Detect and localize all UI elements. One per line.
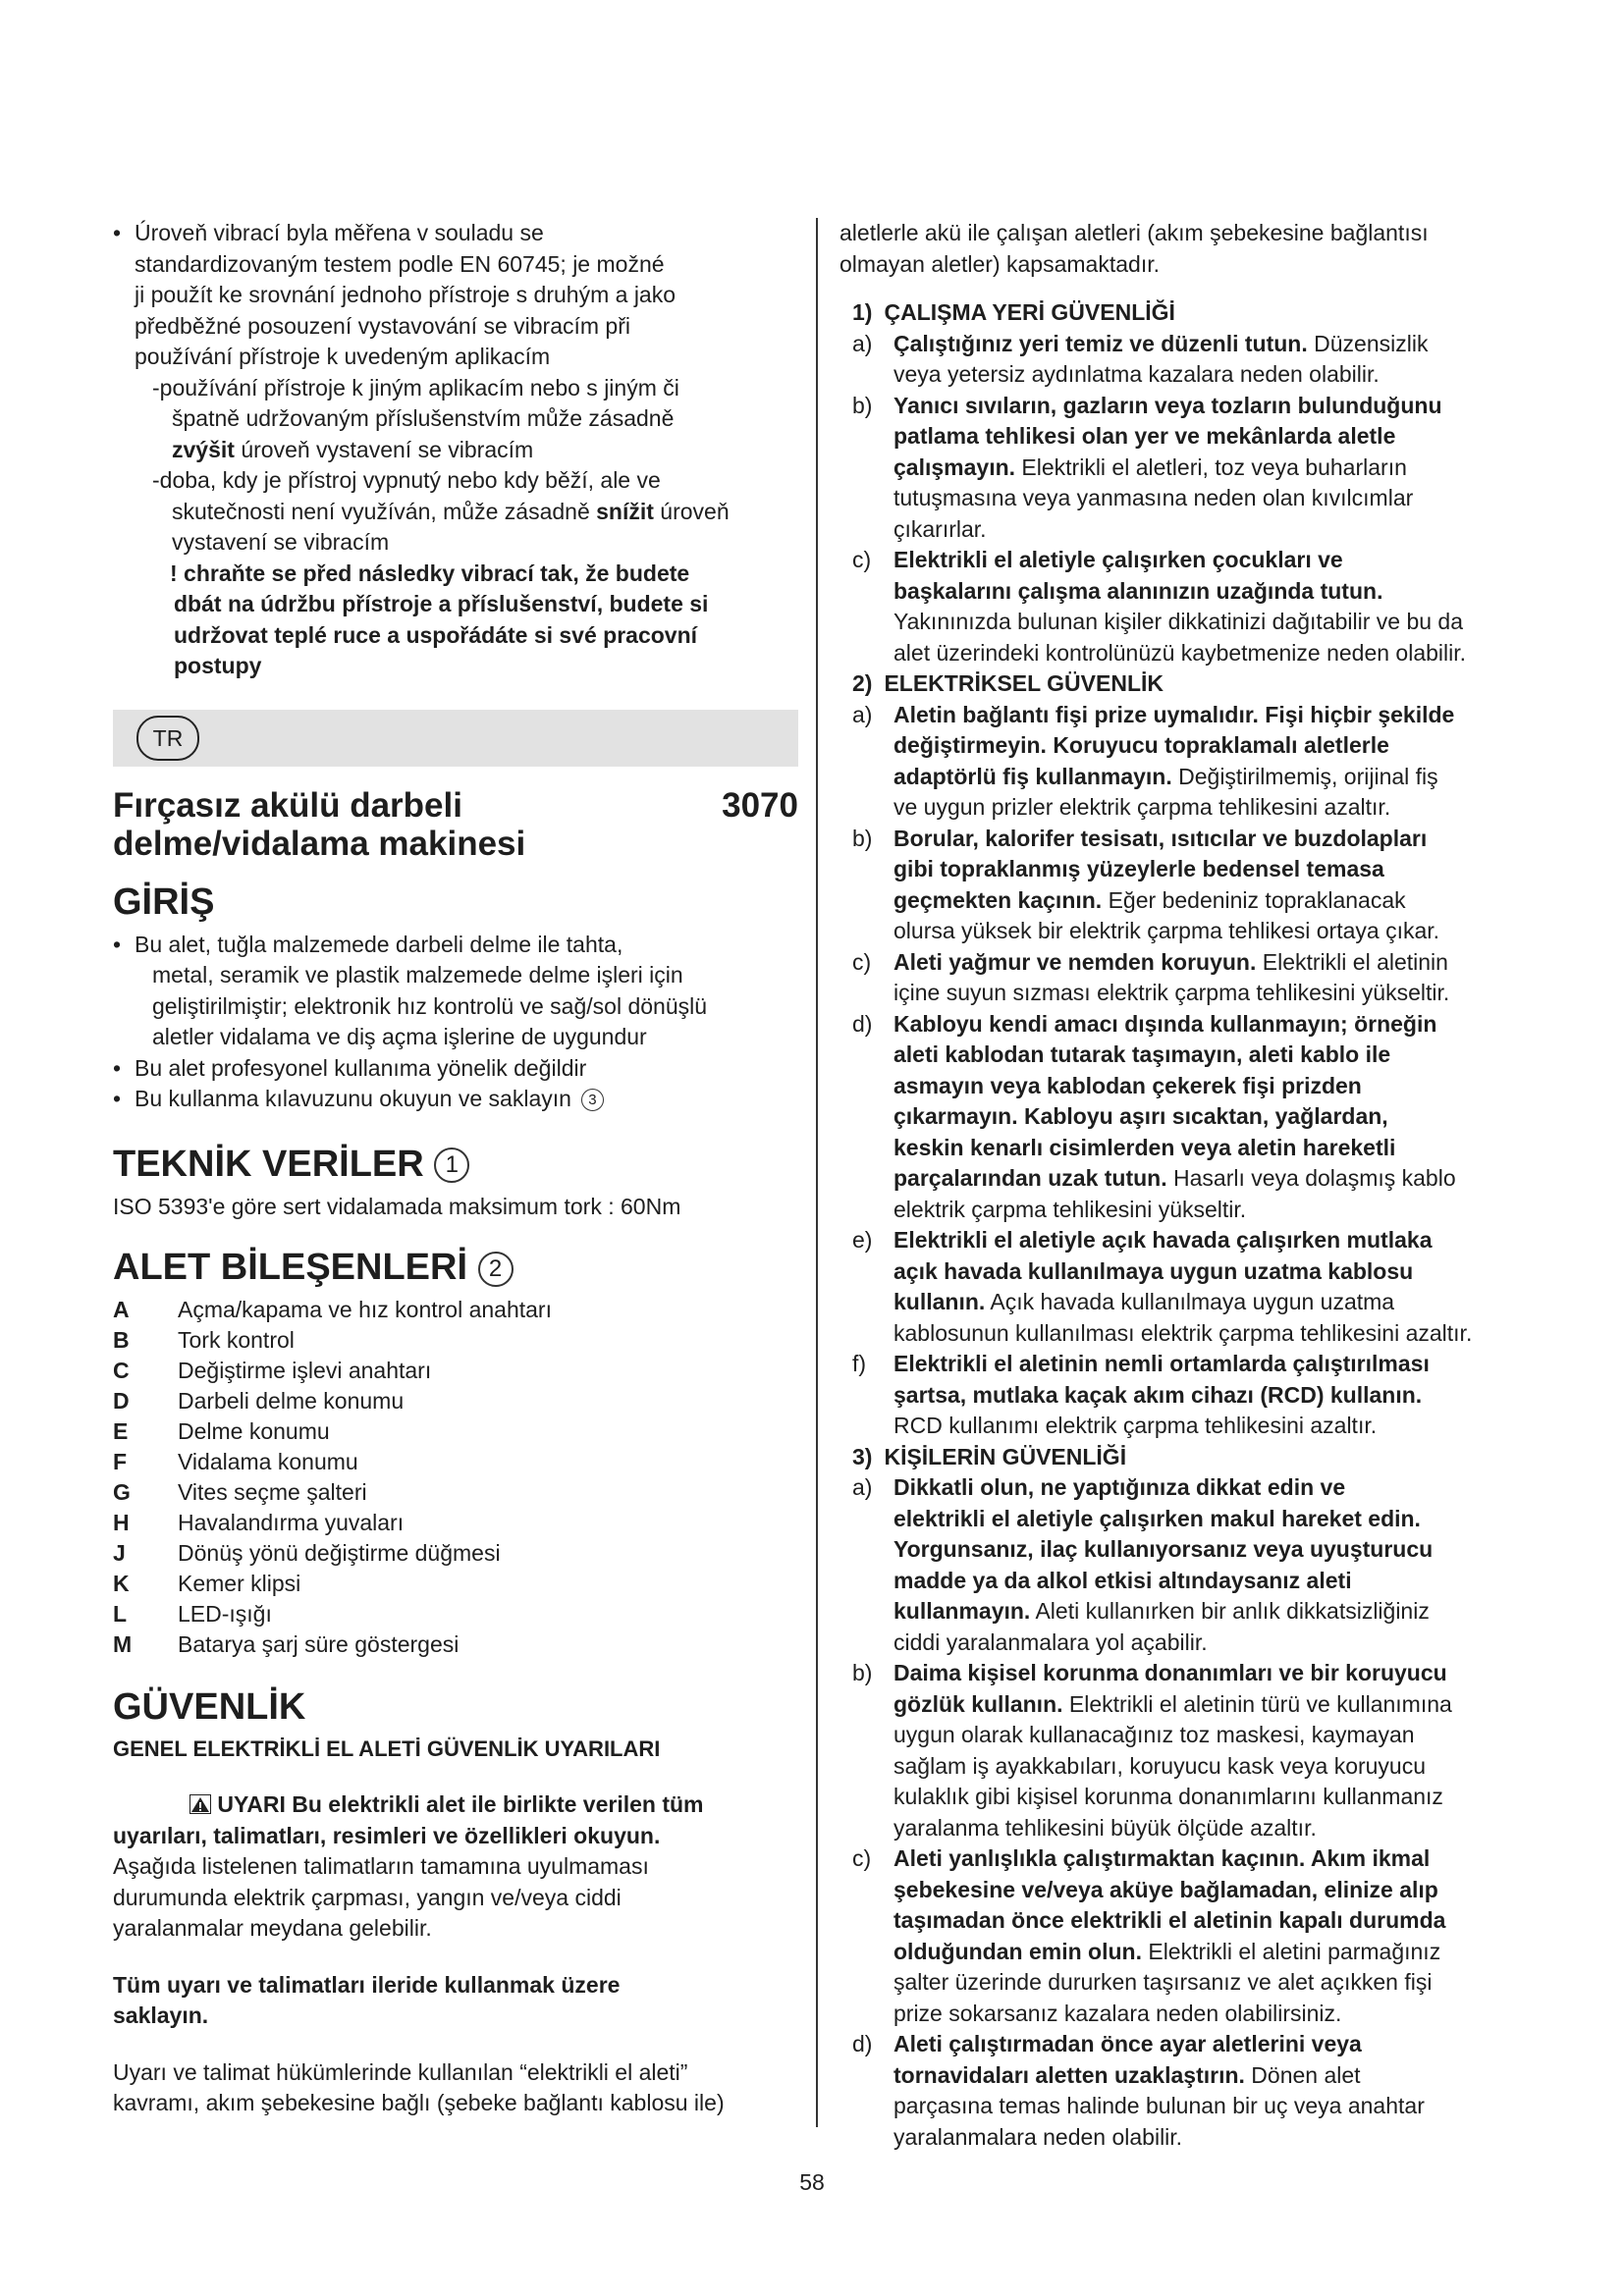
text-line: saklayın. bbox=[113, 2002, 209, 2028]
text: UYARI Bu elektrikli alet ile birlikte verilen tüm bbox=[217, 1791, 704, 1817]
emphasis: gibi topraklanmış yüzeylerle bedensel temasa bbox=[893, 856, 1384, 881]
right-column bbox=[839, 218, 1527, 2153]
text-line: tutuşmasına veya yanmasına neden olan kıvılcımlar bbox=[893, 485, 1414, 510]
text-line bbox=[893, 1472, 1527, 1504]
emphasis: kullanmayın. bbox=[893, 1598, 1031, 1624]
text-line bbox=[893, 1504, 1527, 1535]
heading-text: TEKNİK VERİLER bbox=[113, 1143, 424, 1185]
text: Eğer bedeniniz topraklanacak bbox=[1102, 886, 1406, 913]
emphasis: şebekesine ve/veya aküye bağlamadan, elinize alıp bbox=[893, 1876, 1438, 1902]
safety-sections bbox=[839, 297, 1527, 2153]
component-label: Vites seçme şalteri bbox=[178, 1479, 367, 1505]
left-column bbox=[113, 218, 798, 2119]
item-letter: a) bbox=[852, 1474, 873, 1500]
text-line: kavramı, akım şebekesine bağlı (şebeke bağlantı kablosu ile) bbox=[113, 2090, 725, 2115]
text-line bbox=[893, 421, 1527, 453]
tech-heading bbox=[113, 1143, 798, 1186]
component-key: G bbox=[113, 1479, 131, 1505]
emphasis: zvýšit bbox=[172, 436, 235, 462]
text: skutečnosti není využíván, může zásadně bbox=[172, 498, 597, 524]
text-line: aletler vidalama ve diş açma işlerine de uygundur bbox=[152, 1024, 647, 1049]
cz-item-2 bbox=[113, 465, 798, 559]
section-number: 3) bbox=[852, 1443, 873, 1469]
component-label: Kemer klipsi bbox=[178, 1571, 301, 1596]
text-line bbox=[893, 1163, 1527, 1195]
safety-subheading: GENEL ELEKTRİKLİ EL ALETİ GÜVENLİK UYARILARI bbox=[113, 1736, 661, 1761]
component-label: Tork kontrol bbox=[178, 1327, 295, 1353]
text-line: elektrik çarpma tehlikesini yükseltir. bbox=[893, 1196, 1247, 1222]
text-line: geliştirilmiştir; elektronik hız kontrolü ve sağ/sol dönüşlü bbox=[152, 992, 708, 1019]
figure-ref: 3 bbox=[581, 1089, 604, 1111]
component-item bbox=[113, 1295, 798, 1325]
text-line bbox=[893, 885, 1527, 917]
text: Hasarlı veya dolaşmış kablo bbox=[1166, 1165, 1456, 1191]
safety-item bbox=[839, 1472, 1527, 1658]
text-line: špatně udržovaným příslušenstvím může zásadně bbox=[172, 405, 675, 431]
safety-warning bbox=[113, 1789, 798, 1851]
safety-item bbox=[839, 824, 1527, 947]
text-line: používání přístroje k uvedeným aplikacím bbox=[135, 344, 551, 369]
text-line bbox=[893, 1287, 1527, 1318]
tech-spec: ISO 5393'e göre sert vidalamada maksimum tork : 60Nm bbox=[113, 1193, 681, 1219]
text-line: uyarıları, talimatları, resimleri ve özellikleri okuyun. bbox=[113, 1822, 661, 1848]
emphasis: Yanıcı sıvıların, gazların veya tozların bulunduğunu bbox=[893, 392, 1442, 418]
text-line: Tüm uyarı ve talimatları ileride kullanmak üzere bbox=[113, 1971, 621, 1998]
emphasis: keskin kenarlı cisimlerden veya aletin hareketli bbox=[893, 1134, 1396, 1160]
text-line bbox=[893, 730, 1527, 762]
emphasis: Kabloyu kendi amacı dışında kullanmayın; örneğin bbox=[893, 1010, 1437, 1037]
item-letter: d) bbox=[852, 1010, 873, 1037]
emphasis: çıkarmayın. Kabloyu aşırı sıcaktan, yağlardan, bbox=[893, 1103, 1388, 1129]
section-number: 2) bbox=[852, 670, 873, 696]
emphasis: değiştirmeyin. Koruyucu topraklamalı aletlerle bbox=[893, 732, 1389, 758]
emphasis: Daima kişisel korunma donanımları ve bir koruyucu bbox=[893, 1660, 1447, 1685]
text-line: ji použít ke srovnání jednoho přístroje s druhým a jako bbox=[135, 282, 677, 307]
text-line bbox=[893, 2029, 1527, 2060]
text: Değiştirilmemiş, orijinal fiş bbox=[1171, 763, 1438, 789]
cz-vibration-bullet bbox=[113, 218, 798, 373]
text-line: içine suyun sızması elektrik çarpma tehlikesini yükseltir. bbox=[893, 980, 1450, 1005]
text-line bbox=[893, 1133, 1527, 1164]
item-letter: b) bbox=[852, 1660, 873, 1685]
emphasis: Elektrikli el aletiyle açık havada çalışırken mutlaka bbox=[893, 1227, 1433, 1253]
item-letter: b) bbox=[852, 392, 873, 418]
component-item bbox=[113, 1599, 798, 1629]
safety-item bbox=[839, 391, 1527, 546]
text-line: alet üzerindeki kontrolünüzü kaybetmenize neden olabilir. bbox=[893, 639, 1467, 666]
text-line bbox=[893, 1040, 1527, 1071]
emphasis: adaptörlü fiş kullanmayın. bbox=[893, 763, 1172, 789]
text-line: • Bu alet, tuğla malzemede darbeli delme ile tahta, bbox=[135, 931, 623, 957]
text: Elektrikli el aletleri, toz veya buharların bbox=[1015, 454, 1407, 480]
component-label: Darbeli delme konumu bbox=[178, 1388, 405, 1414]
safety-item bbox=[839, 700, 1527, 824]
component-label: Delme konumu bbox=[178, 1418, 330, 1444]
emphasis: açık havada kullanılmaya uygun uzatma kablosu bbox=[893, 1257, 1414, 1284]
emphasis: kullanın. bbox=[893, 1289, 986, 1314]
text-line bbox=[893, 762, 1527, 793]
text-line: RCD kullanımı elektrik çarpma tehlikesini azaltır. bbox=[893, 1413, 1378, 1438]
safety-item bbox=[839, 545, 1527, 668]
text-line: yaralanma tehlikesini büyük ölçüde azaltır. bbox=[893, 1814, 1317, 1841]
component-item bbox=[113, 1508, 798, 1538]
component-key: B bbox=[113, 1327, 130, 1353]
component-item bbox=[113, 1386, 798, 1416]
safety-item bbox=[839, 1349, 1527, 1442]
text-line bbox=[893, 1009, 1527, 1041]
safety-item bbox=[839, 1843, 1527, 2029]
text-line bbox=[893, 947, 1527, 979]
component-item bbox=[113, 1325, 798, 1356]
model-number: 3070 bbox=[722, 785, 798, 825]
figure-ref: 2 bbox=[478, 1252, 514, 1287]
emphasis: patlama tehlikesi olan yer ve mekânlarda aletle bbox=[893, 423, 1396, 449]
text-line: kablosunun kullanılması elektrik çarpma tehlikesini azaltır. bbox=[893, 1319, 1473, 1346]
text-line: şalter üzerinde dururken taşırsanız ve alet açıkken fişi bbox=[893, 1969, 1433, 1995]
emphasis: Aletin bağlantı fişi prize uymalıdır. Fişi hiçbir şekilde bbox=[893, 701, 1455, 727]
section-heading bbox=[839, 1442, 1527, 1473]
emphasis: Aleti yanlışlıkla çalıştırmaktan kaçının. Akım ikmal bbox=[893, 1845, 1431, 1871]
emphasis: Aleti yağmur ve nemden koruyun. bbox=[893, 948, 1257, 975]
text-line bbox=[893, 824, 1527, 855]
emphasis: elektrikli el aletiyle çalışırken makul hareket edin. bbox=[893, 1505, 1421, 1531]
text-line: olursa yüksek bir elektrik çarpma tehlikesi ortaya çıkar. bbox=[893, 918, 1440, 943]
text-line bbox=[893, 1534, 1527, 1566]
text-line bbox=[152, 435, 798, 466]
text: Elektrikli el aletinin bbox=[1256, 948, 1448, 975]
text-line bbox=[893, 545, 1527, 576]
text-line: ! chraňte se před následky vibrací tak, že budete bbox=[170, 560, 690, 586]
item-letter: e) bbox=[852, 1227, 873, 1253]
text-line: ciddi yaralanmalara yol açabilir. bbox=[893, 1629, 1208, 1655]
language-band bbox=[113, 710, 798, 767]
emphasis: geçmekten kaçının. bbox=[893, 886, 1103, 913]
components-heading bbox=[113, 1246, 798, 1289]
text-line bbox=[893, 1843, 1527, 1875]
component-item bbox=[113, 1356, 798, 1386]
emphasis: tornavidaları aletten uzaklaştırın. bbox=[893, 2061, 1245, 2088]
text-line bbox=[893, 1596, 1527, 1628]
text-line: yaralanmalara neden olabilir. bbox=[893, 2123, 1183, 2150]
cz-item-1 bbox=[113, 373, 798, 466]
section-title: ÇALIŞMA YERİ GÜVENLİĞİ bbox=[884, 299, 1175, 325]
component-key: E bbox=[113, 1418, 129, 1444]
text-line: metal, seramik ve plastik malzemede delme işleri için bbox=[152, 962, 683, 988]
emphasis: madde ya da alkol etkisi altındaysanız aleti bbox=[893, 1567, 1352, 1593]
text-line: kulaklık gibi kişisel korunma donanımlarını kullanmanız bbox=[893, 1784, 1443, 1809]
text-line: -používání přístroje k jiným aplikacím nebo s jiným či bbox=[152, 374, 679, 400]
text-line: durumunda elektrik çarpması, yangın ve/veya ciddi bbox=[113, 1884, 622, 1910]
component-item bbox=[113, 1629, 798, 1660]
emphasis: taşımadan önce elektrikli el aletinin kapalı durumda bbox=[893, 1907, 1446, 1933]
emphasis: Çalıştığınız yeri temiz ve düzenli tutun. bbox=[893, 330, 1308, 356]
component-key: M bbox=[113, 1631, 133, 1657]
item-letter: c) bbox=[852, 1845, 872, 1871]
page-number: 58 bbox=[799, 2169, 825, 2195]
text: úroveň bbox=[653, 498, 730, 524]
emphasis: Elektrikli el aletiyle çalışırken çocukları ve bbox=[893, 547, 1343, 572]
text-line: postupy bbox=[174, 653, 262, 678]
component-label: Dönüş yönü değiştirme düğmesi bbox=[178, 1540, 501, 1566]
section-heading bbox=[839, 668, 1527, 700]
text-line: Aşağıda listelenen talimatların tamamına uyulmaması bbox=[113, 1853, 649, 1879]
text-line bbox=[893, 1905, 1527, 1937]
text-line bbox=[893, 391, 1527, 422]
component-item bbox=[113, 1447, 798, 1477]
component-key: J bbox=[113, 1540, 126, 1566]
text-line: ve uygun prizler elektrik çarpma tehlikesini azaltır. bbox=[893, 794, 1391, 820]
emphasis: gözlük kullanın. bbox=[893, 1690, 1063, 1717]
figure-ref: 1 bbox=[434, 1148, 469, 1183]
safety-item bbox=[839, 329, 1527, 391]
component-item bbox=[113, 1416, 798, 1447]
text-line: uygun olarak kullanacağınız toz maskesi, kaymayan bbox=[893, 1722, 1415, 1747]
emphasis: Aleti çalıştırmadan önce ayar aletlerini veya bbox=[893, 2031, 1362, 2056]
text-line: parçasına temas halinde bulunan bir uç veya anahtar bbox=[893, 2093, 1425, 2118]
item-letter: a) bbox=[852, 701, 873, 727]
item-letter: d) bbox=[852, 2031, 873, 2056]
product-title bbox=[113, 786, 798, 863]
safety-item bbox=[839, 1225, 1527, 1349]
title-line: Fırçasız akülü darbeli bbox=[113, 785, 462, 825]
component-key: C bbox=[113, 1358, 130, 1383]
text: Elektrikli el aletinin türü ve kullanımına bbox=[1062, 1690, 1452, 1717]
language-badge: TR bbox=[136, 716, 199, 761]
text-line: • Bu alet profesyonel kullanıma yönelik değildir bbox=[135, 1054, 587, 1081]
text-line bbox=[893, 2060, 1527, 2092]
text: Düzensizlik bbox=[1307, 330, 1429, 356]
component-label: Batarya şarj süre göstergesi bbox=[178, 1631, 460, 1657]
cz-warning bbox=[113, 559, 798, 682]
intro-bullet bbox=[113, 930, 798, 1053]
text-line bbox=[893, 453, 1527, 484]
text-line bbox=[893, 700, 1527, 731]
emphasis: asmayın veya kablodan çekerek fişi prizden bbox=[893, 1072, 1362, 1098]
component-label: Vidalama konumu bbox=[178, 1449, 358, 1474]
text-line: prize sokarsanız kazalara neden olabilirsiniz. bbox=[893, 2000, 1342, 2026]
text-line: yaralanmalar meydana gelebilir. bbox=[113, 1915, 432, 1941]
text-line bbox=[893, 329, 1527, 360]
text-line bbox=[893, 1937, 1527, 1968]
component-key: D bbox=[113, 1388, 130, 1414]
warning-icon bbox=[189, 1794, 211, 1814]
emphasis: şartsa, mutlaka kaçak akım cihazı (RCD) kullanın. bbox=[893, 1381, 1423, 1408]
text-line: vystavení se vibracím bbox=[172, 529, 390, 555]
safety-item bbox=[839, 2029, 1527, 2153]
text-line: dbát na údržbu přístroje a příslušenství, budete si bbox=[174, 591, 709, 616]
item-letter: f) bbox=[852, 1351, 867, 1376]
component-key: L bbox=[113, 1601, 128, 1627]
text-line: -doba, kdy je přístroj vypnutý nebo kdy běží, ale ve bbox=[152, 467, 661, 493]
text: Bu kullanma kılavuzunu okuyun ve saklayın bbox=[135, 1086, 571, 1111]
text-line: udržovat teplé ruce a uspořádáte si své pracovní bbox=[174, 621, 698, 648]
text-line: Uyarı ve talimat hükümlerinde kullanılan “elektrikli el aleti” bbox=[113, 2058, 688, 2085]
text: Açık havada kullanılmaya uygun uzatma bbox=[985, 1289, 1395, 1314]
text-line: çıkarırlar. bbox=[893, 515, 987, 542]
emphasis: aleti kablodan tutarak taşımayın, aleti kablo ile bbox=[893, 1041, 1391, 1067]
component-item bbox=[113, 1477, 798, 1508]
safety-save-note bbox=[113, 1970, 798, 2032]
text-line bbox=[113, 1789, 798, 1821]
text-line bbox=[893, 1071, 1527, 1102]
section-title: KİŞİLERİN GÜVENLİĞİ bbox=[884, 1443, 1127, 1469]
text-line bbox=[893, 1689, 1527, 1721]
intro-heading: GİRİŞ bbox=[113, 881, 215, 923]
text-line bbox=[893, 1875, 1527, 1906]
safety-item bbox=[839, 1658, 1527, 1843]
components-list bbox=[113, 1295, 798, 1660]
emphasis: Borular, kalorifer tesisatı, ısıtıcılar ve buzdolapları bbox=[893, 825, 1428, 851]
title-line: delme/vidalama makinesi bbox=[113, 824, 526, 863]
component-key: A bbox=[113, 1297, 130, 1322]
item-letter: c) bbox=[852, 948, 872, 975]
safety-warning-text bbox=[113, 1851, 798, 1945]
intro-bullet bbox=[113, 1084, 798, 1115]
text-line: • Úroveň vibrací byla měřena v souladu se bbox=[135, 220, 544, 245]
component-label: LED-ışığı bbox=[178, 1601, 272, 1627]
safety-item bbox=[839, 1009, 1527, 1226]
column-divider bbox=[816, 218, 818, 2127]
text-line: standardizovaným testem podle EN 60745; je možné bbox=[135, 250, 665, 277]
text-line bbox=[893, 1658, 1527, 1689]
component-key: K bbox=[113, 1571, 130, 1596]
term-note-continued bbox=[839, 218, 1527, 280]
safety-item bbox=[839, 947, 1527, 1009]
text-line bbox=[893, 854, 1527, 885]
item-letter: a) bbox=[852, 330, 873, 356]
component-label: Açma/kapama ve hız kontrol anahtarı bbox=[178, 1297, 552, 1322]
component-label: Değiştirme işlevi anahtarı bbox=[178, 1358, 432, 1383]
emphasis: olduğundan emin olun. bbox=[893, 1938, 1142, 1964]
text-line: olmayan aletler) kapsamaktadır. bbox=[839, 250, 1160, 277]
text-line bbox=[893, 1380, 1527, 1412]
emphasis: Dikkatli olun, ne yaptığınıza dikkat edin ve bbox=[893, 1474, 1346, 1500]
text-line bbox=[893, 1225, 1527, 1256]
text: úroveň vystavení se vibracím bbox=[234, 436, 534, 462]
text: Dönen alet bbox=[1244, 2061, 1361, 2088]
emphasis: Elektrikli el aletinin nemli ortamlarda çalıştırılması bbox=[893, 1351, 1430, 1376]
component-item bbox=[113, 1569, 798, 1599]
text-line: Yakınınızda bulunan kişiler dikkatinizi dağıtabilir ve bu da bbox=[893, 609, 1464, 634]
emphasis: snížit bbox=[596, 498, 654, 524]
section-heading bbox=[839, 297, 1527, 329]
text-line: veya yetersiz aydınlatma kazalara neden olabilir. bbox=[893, 361, 1380, 387]
component-item bbox=[113, 1538, 798, 1569]
component-key: F bbox=[113, 1449, 128, 1474]
text-line bbox=[893, 1256, 1527, 1288]
section-number: 1) bbox=[852, 299, 873, 325]
text-line bbox=[893, 1101, 1527, 1133]
emphasis: çalışmayın. bbox=[893, 454, 1016, 480]
text: Elektrikli el aletini parmağınız bbox=[1141, 1938, 1441, 1964]
heading-text: ALET BİLEŞENLERİ bbox=[113, 1247, 468, 1288]
text: Aleti kullanırken bir anlık dikkatsizliğiniz bbox=[1030, 1598, 1430, 1624]
text-line bbox=[135, 1084, 798, 1115]
section-title: ELEKTRİKSEL GÜVENLİK bbox=[884, 670, 1164, 696]
emphasis: parçalarından uzak tutun. bbox=[893, 1165, 1167, 1191]
safety-heading: GÜVENLİK bbox=[113, 1686, 306, 1728]
safety-term-note bbox=[113, 2057, 798, 2119]
text-line bbox=[893, 1349, 1527, 1380]
intro-bullet bbox=[113, 1053, 798, 1085]
text-line: předběžné posouzení vystavování se vibracím při bbox=[135, 312, 630, 339]
emphasis: Yorgunsanız, ilaç kullanıyorsanız veya uyuşturucu bbox=[893, 1536, 1434, 1562]
item-letter: c) bbox=[852, 547, 872, 572]
text-line bbox=[893, 576, 1527, 608]
text-line: sağlam iş ayakkabıları, koruyucu kask veya koruyucu bbox=[893, 1752, 1427, 1779]
component-key: H bbox=[113, 1510, 130, 1535]
text-line bbox=[152, 497, 798, 528]
emphasis: başkalarını çalışma alanınızın uzağında tutun. bbox=[893, 577, 1383, 604]
component-label: Havalandırma yuvaları bbox=[178, 1510, 405, 1535]
text-line bbox=[893, 1566, 1527, 1597]
item-letter: b) bbox=[852, 825, 873, 851]
text-line: aletlerle akü ile çalışan aletleri (akım şebekesine bağlantısı bbox=[839, 220, 1429, 245]
